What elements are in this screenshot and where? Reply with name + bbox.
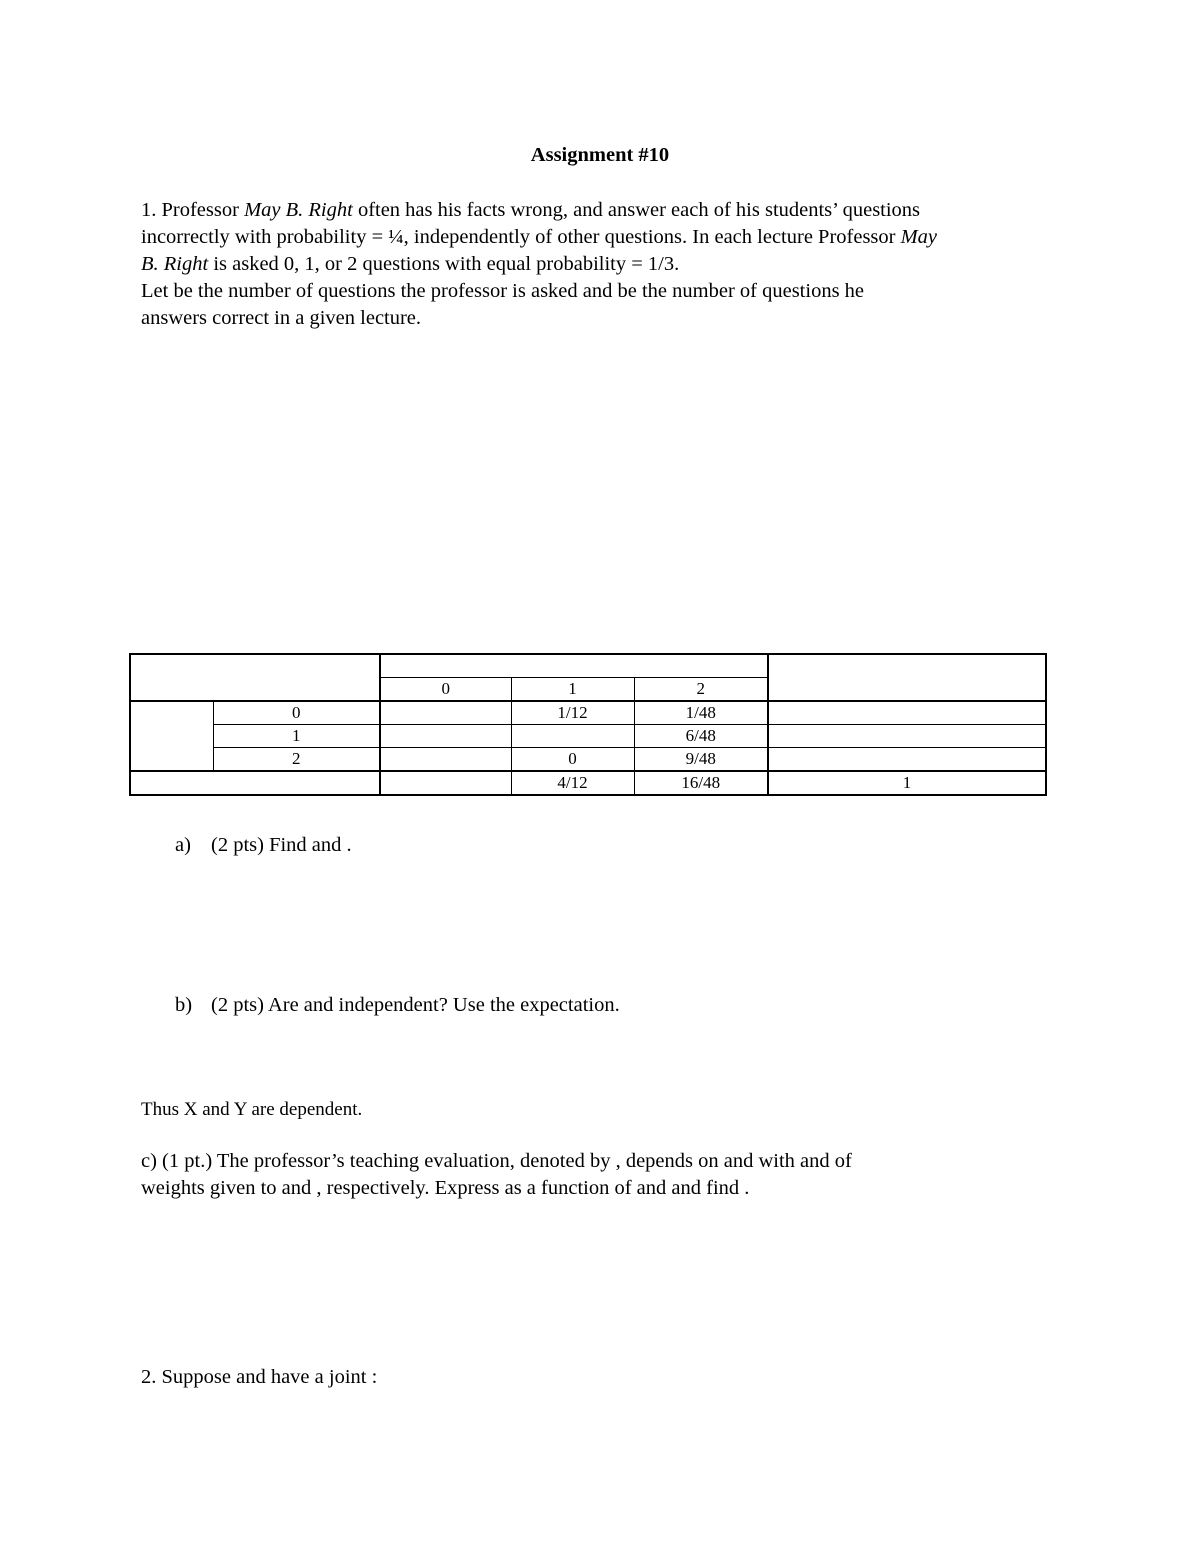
table-row-label: 2 — [213, 748, 380, 772]
problem-1-line-4: Let be the number of questions the professor is asked and be the number of questions he — [141, 280, 865, 302]
problem-1-line-3: B. Right is asked 0, 1, or 2 questions with equal probability = 1/3. — [141, 253, 680, 275]
part-c-line-1: c) (1 pt.) The professor’s teaching evaluation, denoted by , depends on and with and of — [141, 1150, 852, 1172]
table-total-cell — [380, 771, 511, 795]
table-cell — [380, 725, 511, 748]
professor-name: May B. Right — [244, 199, 353, 221]
table-column-group-header — [380, 654, 768, 678]
joint-distribution-table — [129, 653, 1047, 796]
table-row-label: 1 — [213, 725, 380, 748]
table-row — [130, 701, 1046, 725]
table-total-cell: 4/12 — [511, 771, 634, 795]
problem-1-line-2: incorrectly with probability = ¼, independently of other questions. In each lecture Professor May — [141, 226, 938, 248]
professor-name-part-2: B. Right — [141, 253, 209, 275]
table-row-group-header — [130, 701, 213, 771]
table-col-header: 1 — [511, 678, 634, 702]
table-total-cell: 16/48 — [634, 771, 768, 795]
table-cell — [380, 701, 511, 725]
table-totals-row — [130, 771, 1046, 795]
table-cell: 1/48 — [634, 701, 768, 725]
problem-1-statement — [141, 197, 1071, 332]
part-b-text: (2 pts) Are and independent? Use the expectation. — [211, 994, 620, 1016]
problem-1-line-5: answers correct in a given lecture. — [141, 307, 422, 329]
table-row-total — [768, 725, 1046, 748]
table-cell: 6/48 — [634, 725, 768, 748]
table-row-total — [768, 748, 1046, 772]
part-a — [175, 832, 352, 859]
part-b — [175, 992, 620, 1019]
table-cell: 1/12 — [511, 701, 634, 725]
part-b-label: b) — [175, 994, 193, 1016]
table-row-total — [768, 701, 1046, 725]
problem-2-statement: 2. Suppose and have a joint : — [141, 1366, 378, 1388]
part-c — [141, 1148, 852, 1202]
table-cell: 9/48 — [634, 748, 768, 772]
part-b-conclusion: Thus X and Y are dependent. — [141, 1099, 363, 1120]
page-title: Assignment #10 — [530, 144, 670, 166]
table-header-row-top — [130, 654, 1046, 678]
table-corner-cell — [130, 654, 380, 701]
part-a-label: a) — [175, 834, 191, 856]
table-row — [130, 748, 1046, 772]
problem-1-line-1: 1. Professor May B. Right often has his facts wrong, and answer each of his students’ questions — [141, 199, 921, 221]
table-col-header: 2 — [634, 678, 768, 702]
table-total-column-header — [768, 654, 1046, 701]
table-cell — [380, 748, 511, 772]
part-a-text: (2 pts) Find and . — [211, 834, 352, 856]
table-cell: 0 — [511, 748, 634, 772]
table-col-header: 0 — [380, 678, 511, 702]
part-c-line-2: weights given to and , respectively. Express as a function of and and find . — [141, 1177, 750, 1199]
professor-name-part-1: May — [900, 226, 938, 248]
table-row-label: 0 — [213, 701, 380, 725]
table-cell — [511, 725, 634, 748]
table-grand-total: 1 — [768, 771, 1046, 795]
table-row — [130, 725, 1046, 748]
table-totals-label — [130, 771, 380, 795]
